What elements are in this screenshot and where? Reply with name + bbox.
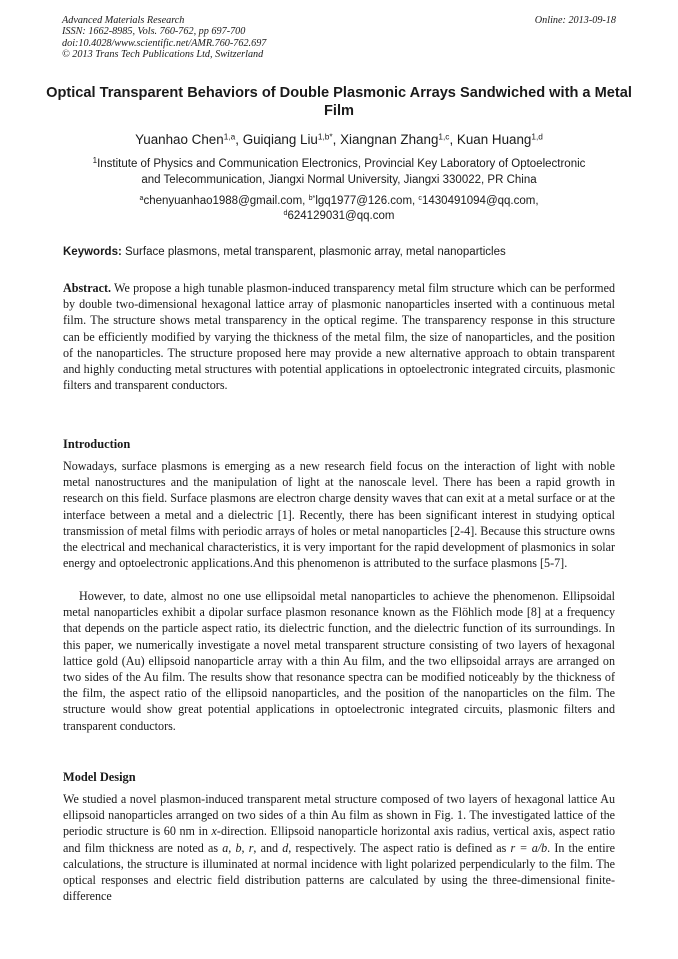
email-c: 1430491094@qq.com, bbox=[421, 195, 539, 207]
author-name: Yuanhao Chen bbox=[135, 132, 224, 147]
model-var-d: d bbox=[282, 840, 289, 855]
email-a: chenyuanhao1988@gmail.com, bbox=[143, 195, 309, 207]
model-design-paragraph bbox=[63, 791, 615, 904]
affiliation-text: Institute of Physics and Communication Electronics, Provincial Key Laboratory of Optoelectronic bbox=[97, 158, 586, 170]
journal-header bbox=[62, 15, 616, 61]
model-var-a: a bbox=[222, 840, 229, 855]
model-var-x: x bbox=[211, 824, 217, 839]
author-list bbox=[30, 132, 648, 148]
author-affiliation-mark: 1,b* bbox=[317, 131, 333, 142]
author-separator: , bbox=[449, 132, 457, 147]
author-name: Xiangnan Zhang bbox=[340, 132, 439, 147]
affiliation-line-2: and Telecommunication, Jiangxi Normal University, Jiangxi 330022, PR China bbox=[141, 174, 537, 186]
doi-line: doi:10.4028/www.scientific.net/AMR.760-762.697 bbox=[62, 37, 267, 49]
email-mark: d bbox=[283, 209, 288, 218]
email-mark: c bbox=[418, 194, 422, 203]
affiliation-mark: 1 bbox=[92, 155, 98, 165]
author-separator: , bbox=[235, 132, 243, 147]
model-text: . In the entire calculations, the structure is illuminated at normal incidence with light polarized perpendicularly to the film. The optical responses and electric field distribution patterns are calculated by using the three-dimensional finite-difference bbox=[63, 840, 616, 904]
author-separator: , bbox=[332, 132, 341, 147]
email-line-2 bbox=[40, 209, 638, 224]
affiliation bbox=[40, 156, 638, 188]
online-date: Online: 2013-09-18 bbox=[534, 15, 616, 26]
author-name: Kuan Huang bbox=[456, 132, 532, 147]
keywords bbox=[63, 245, 615, 259]
email-b: lgq1977@126.com, bbox=[315, 195, 419, 207]
keywords-label: Keywords: bbox=[63, 246, 122, 258]
model-var-r: r bbox=[248, 840, 254, 855]
introduction-heading: Introduction bbox=[63, 437, 131, 451]
keywords-text: Surface plasmons, metal transparent, plasmonic array, metal nanoparticles bbox=[121, 246, 506, 258]
model-text: We studied a novel plasmon-induced transparent metal structure composed of two layers of hexagonal lattice Au ellipsoid nanoparticles arranged on two sides of a thin Au film as shown in Fig. 1. The investigated lattice of the periodic structure is 60 nm in bbox=[63, 792, 615, 839]
email-line-1 bbox=[40, 194, 638, 209]
journal-name: Advanced Materials Research bbox=[62, 15, 185, 26]
author-affiliation-mark: 1,d bbox=[531, 131, 543, 142]
affiliation-line-1 bbox=[40, 156, 638, 172]
abstract bbox=[63, 280, 615, 393]
model-equation: r = a/b bbox=[510, 840, 548, 855]
email-d: 624129031@qq.com bbox=[287, 210, 395, 222]
model-text: -direction. Ellipsoid nanoparticle horizontal axis radius, vertical axis, aspect ratio and film thickness are noted as bbox=[63, 824, 615, 855]
author-affiliation-mark: 1,a bbox=[223, 131, 236, 142]
email-mark: a bbox=[139, 194, 144, 203]
model-design-heading: Model Design bbox=[63, 770, 136, 784]
model-text: , respectively. The aspect ratio is defined as bbox=[288, 840, 511, 855]
model-text: , and bbox=[253, 840, 283, 855]
author-affiliation-mark: 1,c bbox=[438, 131, 450, 142]
introduction-paragraph-2: However, to date, almost no one use ellipsoidal metal nanoparticles to achieve the phenomenon. Ellipsoidal metal nanoparticles exhibit a dipolar surface plasmon resonance known as the Flöhlich mode [8] at a frequency that depends on the particle aspect ratio, its dielectric function, and the dielectric function of its surroundings. In this paper, we numerically investigate a novel metal transparent structure consisting of two layers of hexagonal lattice gold (Au) ellipsoid nanoparticle array with a thin Au film, and the two ellipsoidal arrays are arranged on two sides of the Au film. The results show that resonance spectra can be modified noticeably by the thickness of the film, the aspect ratio of the ellipsoid nanoparticles, and the position of the nanoparticles on the film. The structure would show great potential applications in optoelectronic integrated circuits, plasmonic filters and transparent conductors. bbox=[63, 589, 615, 733]
copyright-line: © 2013 Trans Tech Publications Ltd, Switzerland bbox=[62, 49, 264, 61]
model-text: , bbox=[228, 840, 236, 855]
author-name: Guiqiang Liu bbox=[242, 132, 318, 147]
paper-title: Optical Transparent Behaviors of Double Plasmonic Arrays Sandwiched with a Metal Film bbox=[46, 85, 632, 119]
model-var-b: b bbox=[235, 840, 242, 855]
email-mark: b* bbox=[308, 194, 316, 203]
model-text: , bbox=[241, 840, 249, 855]
introduction-paragraph-1: Nowadays, surface plasmons is emerging as a new research field focus on the interaction of light with noble metal nanostructures and the manipulation of light at the nanoscale level. There has been a rapid growth in research on this field. Surface plasmons are electron charge density waves that can exit at a metal surface or at the interface between a metal and a dielectric [1]. Recently, there has been significant interest in studying optical transmission of metal films with periodic arrays of holes or metal nanoparticles [2-4]. Because this structure owns the electrical and mechanical characteristics, it is very important for the rapid development of plasmonics in solar energy and optoelectronic applications.And this phenomenon is attributed to the surface plasmons [5-7]. bbox=[63, 459, 615, 571]
email-list bbox=[40, 194, 638, 224]
abstract-text: We propose a high tunable plasmon-induced transparency metal film structure which can be performed by double two-dimensional hexagonal lattice array of plasmonic nanoparticles inserted with a continuous metal film. The structure shows metal transparency in the optical regime. The transparency response in this structure can be efficiently modified by varying the thickness of the metal film, the size of nanoparticles, and the position of the nanoparticles. The structure proposed here may provide a new alternative approach to obtain transparent and highly conducting metal structures with potential applications in optoelectronic integrated circuits, plasmonic filters and transparent conductors. bbox=[63, 281, 615, 393]
issn-line: ISSN: 1662-8985, Vols. 760-762, pp 697-700 bbox=[62, 26, 246, 38]
abstract-label: Abstract. bbox=[63, 281, 112, 295]
